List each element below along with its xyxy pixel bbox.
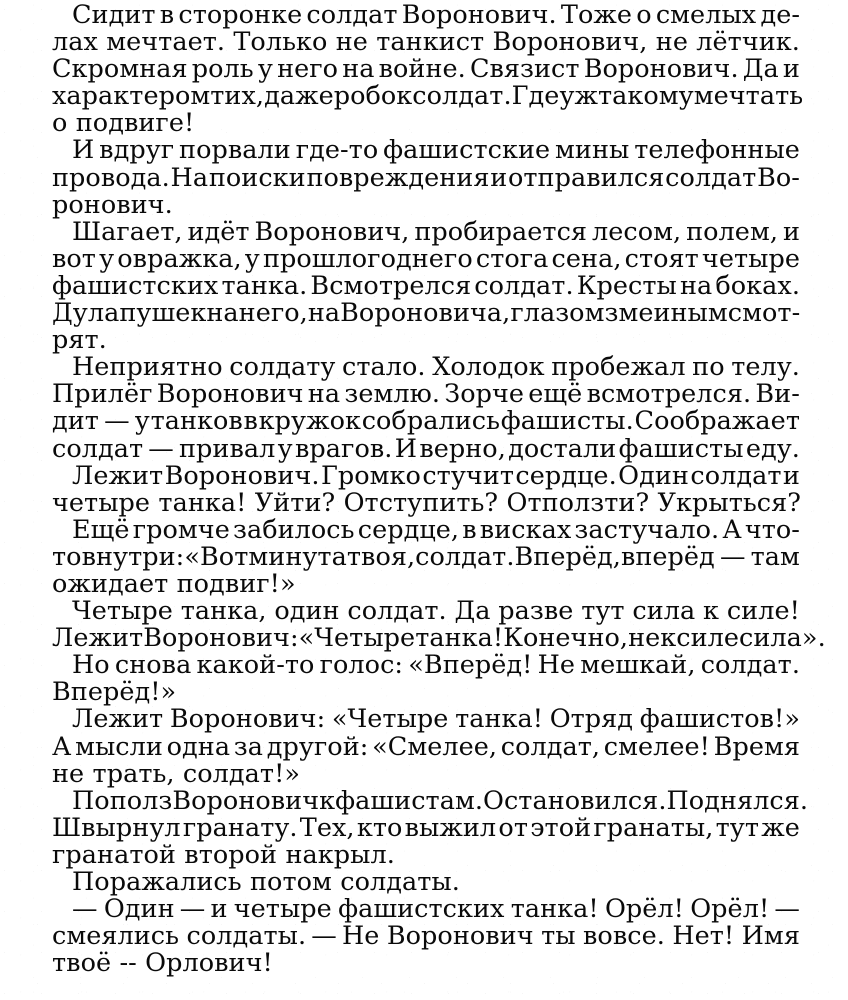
text-line (52, 623, 826, 654)
word: Холодок (432, 352, 545, 383)
word: Во- (757, 162, 800, 193)
word: тут (715, 812, 759, 843)
word: забилось (233, 514, 355, 545)
word: не (628, 623, 661, 654)
text-line: твоё -- Орлович! (52, 948, 273, 979)
word: гранату. (182, 812, 298, 843)
text-line (52, 243, 800, 274)
word: змеиным (604, 298, 728, 329)
word: Ви- (755, 379, 800, 410)
word: вовсе. (583, 921, 665, 952)
word: фашистских (338, 894, 505, 925)
word: де- (760, 0, 800, 30)
word: тут (581, 596, 625, 627)
word: висках (479, 514, 572, 545)
word: солдат (665, 162, 757, 193)
word: кружок (258, 406, 361, 437)
word: солдат (690, 460, 782, 491)
word: Всмотрелся (310, 270, 472, 301)
word: Воронович (386, 921, 534, 952)
word: дит — у (52, 406, 150, 437)
text-line: ронович. (52, 189, 173, 220)
word: Швырнул (52, 812, 181, 843)
word: Тоже (560, 0, 633, 30)
word: какой-то (196, 650, 315, 681)
paragraph (52, 514, 800, 599)
word: смеялись (52, 921, 180, 952)
word: Связист (469, 54, 580, 85)
word: Воронович, (254, 216, 410, 247)
word: лётчик. (696, 27, 800, 58)
text-line (52, 270, 800, 301)
word: мешкай, (580, 650, 696, 681)
word: четыре (701, 243, 800, 274)
word: смелее! (603, 731, 710, 762)
word: отправился (508, 162, 665, 193)
paragraph (52, 896, 800, 977)
text-line: ожидает подвиг!» (52, 568, 296, 599)
word: Громко (320, 460, 421, 491)
word: Имя (741, 921, 800, 952)
paragraph (52, 0, 804, 139)
word: снова (114, 650, 192, 681)
text-line (52, 216, 800, 247)
word: на (206, 298, 239, 329)
word: Ещё (72, 514, 130, 545)
word: тих, (210, 81, 265, 112)
word: «Смелее, (372, 731, 498, 762)
word: сердце, (357, 514, 460, 545)
word: вдруг (99, 135, 175, 166)
word: Прилёг (52, 379, 153, 410)
word: силе! (726, 596, 800, 627)
word: разве (498, 596, 574, 627)
word: И (72, 135, 95, 166)
word: на (307, 379, 341, 410)
word: Воронович: (143, 623, 299, 654)
word: сила». (739, 623, 826, 654)
word: И (394, 433, 418, 464)
text-line: рят. (52, 325, 107, 356)
word: четыре (233, 894, 332, 925)
word: стога (475, 243, 549, 274)
word: вперёд — там (620, 541, 800, 572)
text-line (52, 460, 800, 491)
word: танка. (221, 270, 308, 301)
word: у (244, 243, 260, 274)
word: него (277, 54, 339, 85)
word: от (498, 812, 528, 843)
word: врагов. (295, 433, 393, 464)
paragraph (52, 137, 800, 218)
word: Орёл! (604, 894, 684, 925)
word: Неприятно (72, 352, 223, 383)
word: Лежит (72, 704, 164, 735)
word: Остановился. (483, 785, 667, 816)
word: Воронович: (169, 704, 326, 735)
word: о (636, 0, 652, 30)
word: «Четыре (298, 623, 416, 654)
word: пушек (119, 298, 207, 329)
word: к (703, 596, 720, 627)
word: минута (248, 541, 347, 572)
word: Воронович. (164, 460, 320, 491)
word: «Вот (184, 541, 249, 572)
word: мысли (75, 731, 163, 762)
word: солдат. (347, 596, 447, 627)
word: к (319, 785, 336, 816)
word: один (274, 596, 340, 627)
word: сила (632, 596, 696, 627)
word: в (243, 406, 258, 437)
word: ещё (528, 379, 583, 410)
word: сердце. (515, 460, 617, 491)
word: стоят (624, 243, 699, 274)
word: Лежит (52, 623, 144, 654)
text-line (52, 706, 800, 733)
text-line (52, 896, 800, 923)
word: Вперёд, (514, 541, 621, 572)
text-line (52, 354, 800, 381)
word: на (342, 54, 375, 85)
word: на (679, 270, 713, 301)
word: роль (191, 54, 254, 85)
paragraph (52, 652, 800, 706)
word: телу. (731, 352, 800, 383)
word: даже (264, 81, 334, 112)
word: Время (713, 731, 800, 762)
paragraph (52, 706, 800, 787)
word: у (99, 243, 115, 274)
word: солдат (306, 0, 398, 30)
text-line (52, 652, 800, 679)
word: Четыре (72, 596, 173, 627)
word: войне. (378, 54, 466, 85)
text-line: о подвиге! (52, 108, 195, 139)
word: в (462, 514, 477, 545)
word: Не (537, 650, 576, 681)
word: за (233, 731, 264, 762)
word: повреждения (306, 162, 490, 193)
word: громче (132, 514, 230, 545)
word: овражка, (117, 243, 242, 274)
word: танкист (376, 27, 485, 58)
word: застучало. (574, 514, 720, 545)
word: кто (356, 812, 403, 843)
word: Лежит (72, 460, 164, 491)
word: танка! (415, 623, 504, 654)
word: еду. (745, 433, 800, 464)
text-line (52, 162, 800, 193)
word: Воронович. (583, 54, 739, 85)
word: Один (618, 460, 689, 491)
word: и (782, 54, 800, 85)
word: фашистские (383, 135, 551, 166)
word: А (722, 514, 742, 545)
word: солдат — привал (52, 433, 276, 464)
word: Зорче (444, 379, 525, 410)
word: верно, (419, 433, 506, 464)
word: ты (541, 921, 576, 952)
word: гранаты, (593, 812, 714, 843)
word: же (761, 812, 800, 843)
word: Отряд (549, 704, 634, 735)
text-line (52, 541, 800, 572)
word: глазом (510, 298, 605, 329)
word: фашисты. (500, 406, 634, 437)
word: танка! (455, 704, 544, 735)
word: фашистам. (335, 785, 483, 816)
word: Воронович (172, 785, 320, 816)
word: этой (530, 812, 592, 843)
word: Поднялся. (666, 785, 808, 816)
word: то (52, 541, 82, 572)
text-line: не трать, солдат!» (52, 758, 301, 789)
word: и (782, 460, 800, 491)
word: солдаты. — Не (186, 921, 380, 952)
word: Дула (52, 298, 120, 329)
word: у (277, 433, 293, 464)
word: Где (511, 81, 560, 112)
word: солдат. (700, 650, 800, 681)
text-line (52, 785, 808, 816)
word: одна (166, 731, 231, 762)
word: Да (454, 596, 491, 627)
word: другой: (266, 731, 369, 762)
word: Воронович. (401, 0, 557, 30)
word: танка! (510, 894, 599, 925)
paragraph (52, 869, 800, 896)
word: смелых (655, 0, 757, 30)
word: лах (52, 27, 98, 58)
word: А (52, 731, 72, 762)
word: землю. (344, 379, 440, 410)
text-line (52, 812, 800, 843)
word: где-то (295, 135, 379, 166)
word: на (307, 298, 341, 329)
paragraph (52, 460, 802, 518)
word: уж (559, 81, 598, 112)
word: — (72, 894, 98, 925)
word: Воронович, (492, 27, 648, 58)
text-line (52, 29, 800, 56)
word: порвали (179, 135, 291, 166)
word: танка, (180, 596, 267, 627)
text-line (52, 2, 800, 29)
word: солдат. (474, 270, 574, 301)
text-line (52, 731, 800, 762)
word: пробежал (551, 352, 686, 383)
word: сторонке (178, 0, 303, 30)
word: Кресты (576, 270, 677, 301)
text-line: четыре танка! Уйти? Отступить? Отползти? Укрыться? (52, 487, 802, 518)
word: боках. (715, 270, 800, 301)
word: внутри: (81, 541, 185, 572)
word: Пополз (72, 785, 173, 816)
word: Только (233, 27, 328, 58)
word: стучит (422, 460, 514, 491)
word: робок (333, 81, 413, 112)
word: На (170, 162, 209, 193)
paragraph (52, 216, 801, 356)
word: Шагает, (72, 216, 183, 247)
word: Вороновича, (340, 298, 511, 329)
word: и (490, 162, 508, 193)
word: что- (744, 514, 800, 545)
word: солдат, (500, 731, 601, 762)
word: мечтать (693, 81, 804, 112)
word: выжил (404, 812, 497, 843)
word: Соображает (634, 406, 800, 437)
word: Нет! (672, 921, 735, 952)
word: солдат. (415, 541, 515, 572)
word: всмотрелся. (586, 379, 752, 410)
word: Тех, (299, 812, 355, 843)
word: Конечно, (503, 623, 629, 654)
text-line (52, 923, 800, 950)
word: танков (150, 406, 243, 437)
word: лесом, (592, 216, 682, 247)
word: Но (72, 650, 110, 681)
text-line (52, 300, 800, 327)
paragraph (52, 354, 800, 462)
word: солдату (229, 352, 336, 383)
word: не (335, 27, 368, 58)
word: по (692, 352, 725, 383)
word: Орёл! — (690, 894, 800, 925)
word: Скромная (52, 54, 188, 85)
text-line: Вперёд!» (52, 677, 177, 708)
word: достали (508, 433, 617, 464)
word: к (660, 623, 677, 654)
word: и (782, 216, 800, 247)
word: фашистов!» (639, 704, 800, 735)
word: пробирается (414, 216, 588, 247)
paragraph (52, 785, 808, 870)
paragraph (52, 596, 826, 654)
word: солдат. (412, 81, 512, 112)
word: мечтает. (106, 27, 226, 58)
word: вот (52, 243, 96, 274)
word: такому (598, 81, 694, 112)
word: в (159, 0, 175, 30)
word: фашисты (618, 433, 744, 464)
word: телефонные (634, 135, 800, 166)
text-line (52, 137, 800, 164)
text-line: Поражались потом солдаты. (72, 867, 460, 897)
text-line (52, 408, 800, 435)
word: «Вперёд! (408, 650, 533, 681)
word: фашистских (52, 270, 219, 301)
text-line (52, 56, 800, 83)
word: мины (555, 135, 630, 166)
text-line (52, 514, 800, 545)
word: Один — и (103, 894, 228, 925)
word: Да (742, 54, 779, 85)
word: провода. (52, 162, 170, 193)
text-line (52, 381, 800, 408)
body-text (52, 0, 826, 979)
word: голос: (319, 650, 404, 681)
word: Сидит (72, 0, 156, 30)
word: твоя, (346, 541, 416, 572)
word: прошлогоднего (262, 243, 473, 274)
word: силе (676, 623, 740, 654)
word: у (257, 54, 273, 85)
text-line (52, 433, 800, 464)
word: поиски (208, 162, 306, 193)
word: сена, (551, 243, 622, 274)
text-line: гранатой второй накрыл. (52, 839, 395, 870)
word: смот- (727, 298, 801, 329)
word: него, (238, 298, 308, 329)
word: не (655, 27, 688, 58)
word: «Четыре (331, 704, 449, 735)
word: стало. (342, 352, 426, 383)
word: полем, (686, 216, 778, 247)
text-line (52, 598, 800, 625)
word: собрались (361, 406, 501, 437)
word: Воронович (156, 379, 304, 410)
word: идёт (187, 216, 250, 247)
word: характером (52, 81, 211, 112)
text-line (52, 81, 804, 112)
